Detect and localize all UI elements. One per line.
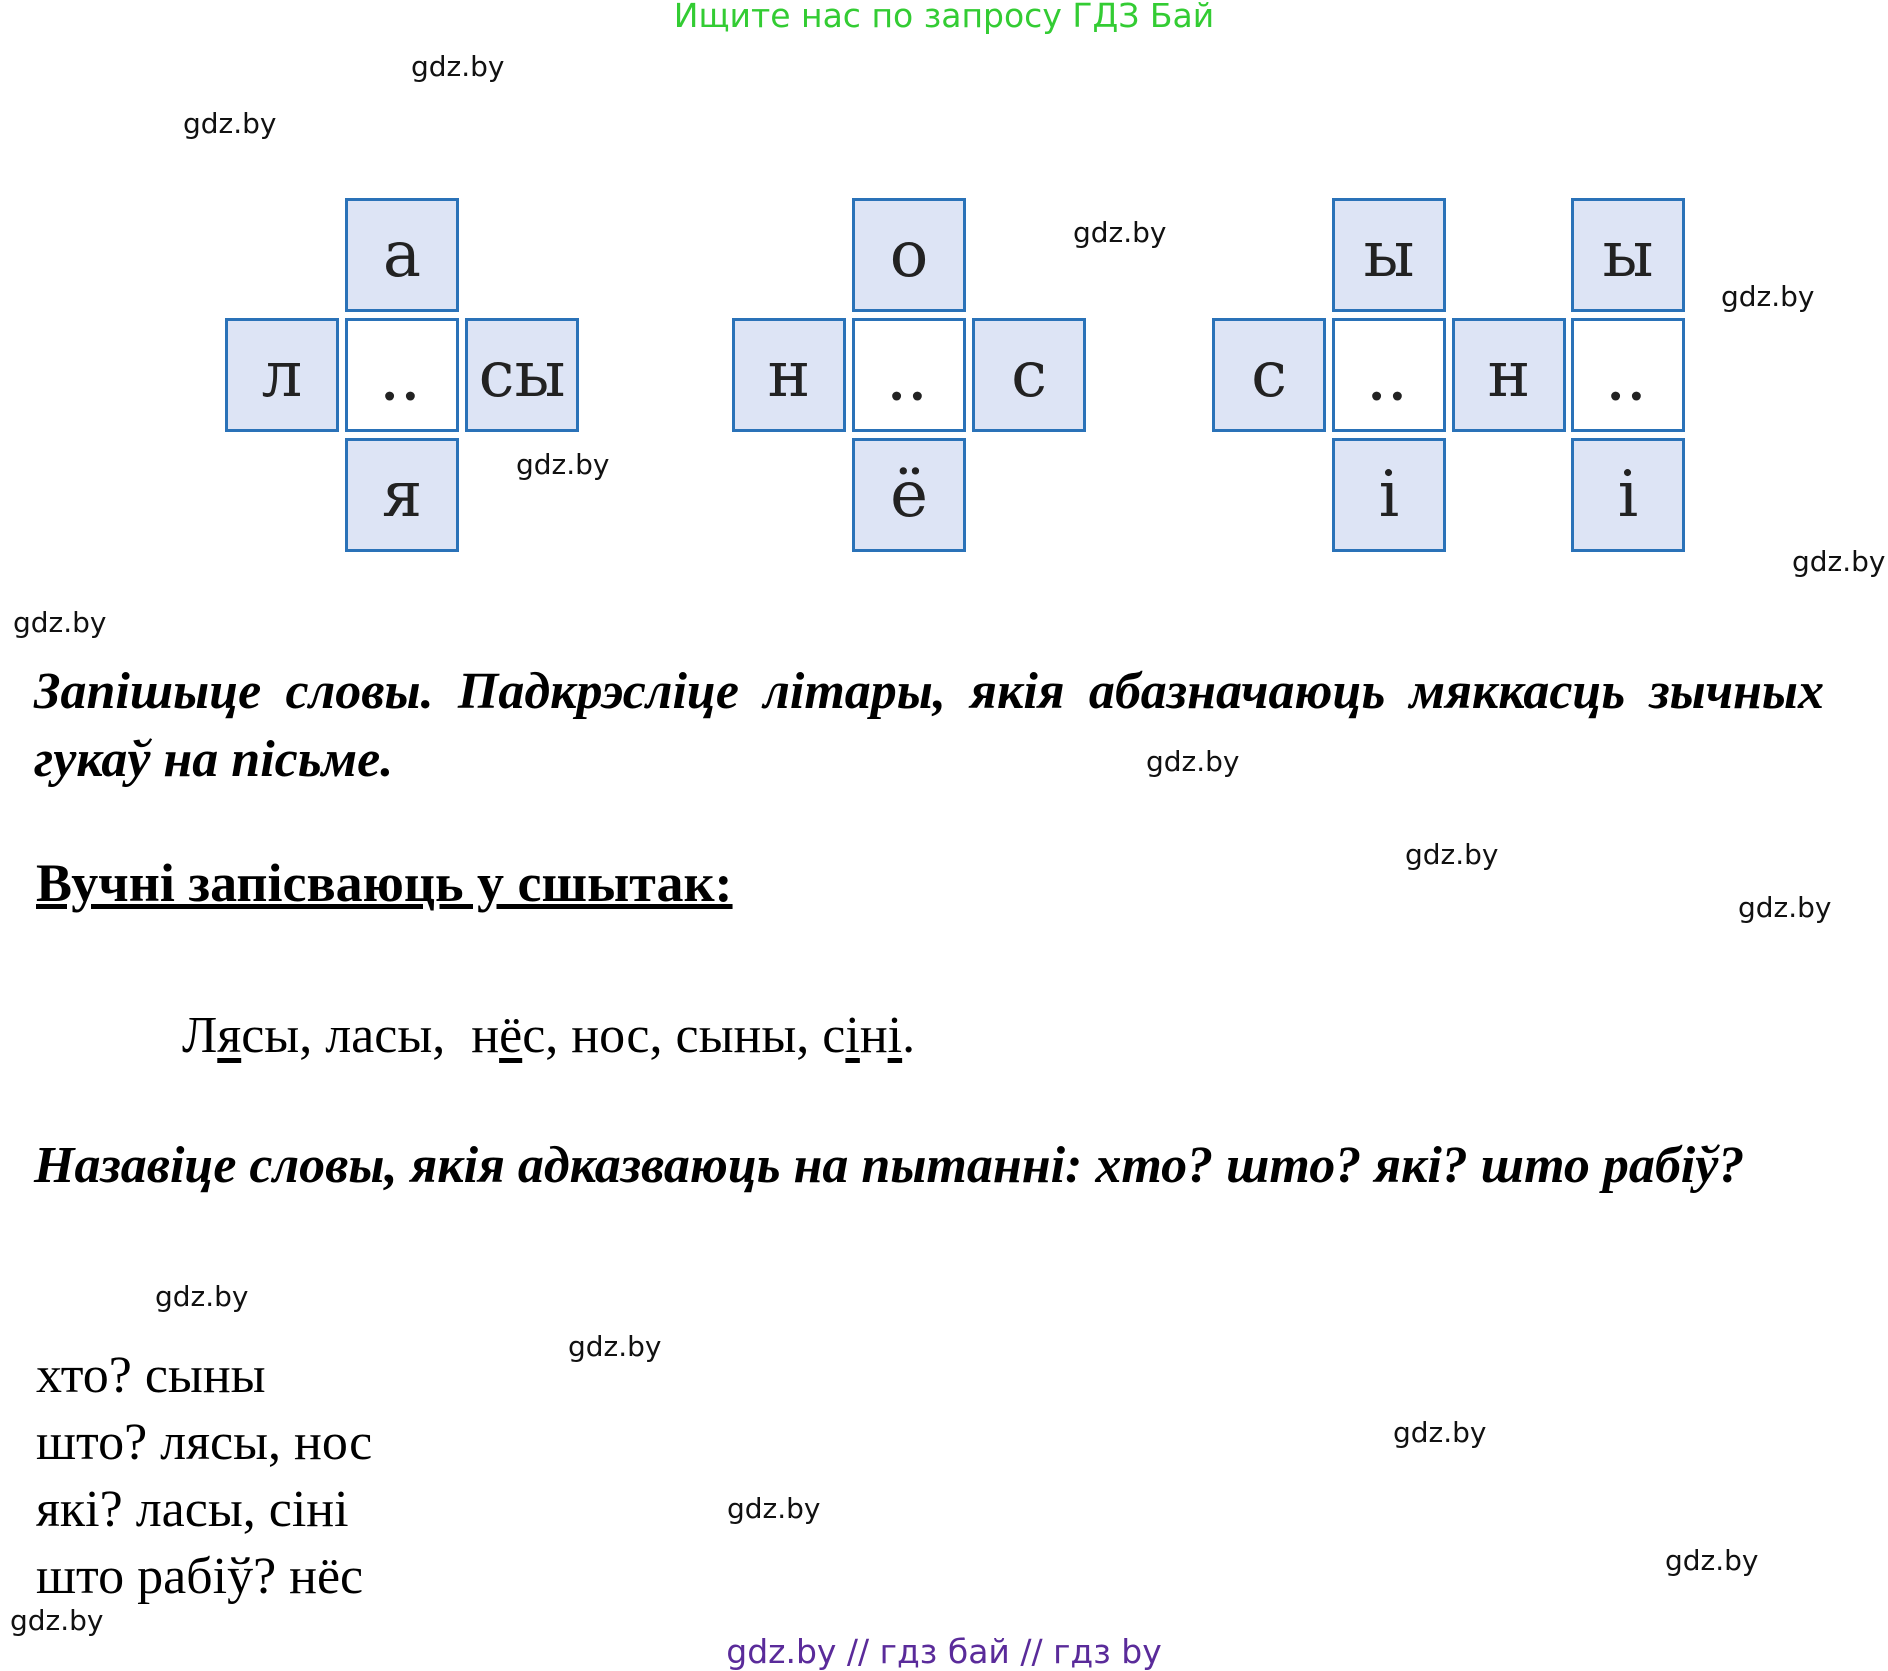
top-banner: Ищите нас по запросу ГДЗ Бай: [673, 0, 1215, 35]
cell-letter: і: [1617, 458, 1639, 532]
puzzle-cell: [225, 318, 339, 432]
answer-text: н: [859, 1007, 888, 1064]
puzzle-cell-blank: [1571, 318, 1685, 432]
watermark: gdz.by: [411, 50, 505, 83]
watermark: gdz.by: [13, 606, 107, 639]
cell-dots: ..: [1368, 356, 1410, 412]
puzzle-cell: [345, 438, 459, 552]
cell-letter: сы: [478, 338, 566, 412]
footer-links: gdz.by // гдз бай // гдз by: [726, 1632, 1162, 1671]
puzzle-cell: [1212, 318, 1326, 432]
answer-text: с,: [522, 1007, 559, 1064]
puzzle-cell: [852, 198, 966, 312]
underlined-letter: я: [217, 1007, 242, 1064]
watermark: gdz.by: [1792, 545, 1886, 578]
section-heading: Вучні запісваюць у сшытак:: [36, 853, 733, 913]
cell-letter: с: [1011, 338, 1047, 412]
cell-dots: ..: [888, 356, 930, 412]
puzzle-cell-blank: [345, 318, 459, 432]
cell-letter: ё: [890, 458, 928, 532]
watermark: gdz.by: [727, 1492, 821, 1525]
watermark: gdz.by: [183, 107, 277, 140]
cell-letter: н: [767, 338, 811, 412]
watermark: gdz.by: [568, 1330, 662, 1363]
puzzle-cell: [465, 318, 579, 432]
watermark: gdz.by: [1721, 280, 1815, 313]
task-instruction-2: Назавіце словы, якія адказваюць на пытанні: хто? што? які? што рабіў?: [34, 1137, 1745, 1194]
puzzle-cell-blank: [1332, 318, 1446, 432]
puzzle-cell: [732, 318, 846, 432]
answer-text: ласы,: [325, 1007, 446, 1064]
cell-letter: с: [1251, 338, 1287, 412]
answer-text: н: [471, 1007, 500, 1064]
cell-letter: л: [261, 338, 303, 412]
cell-letter: н: [1487, 338, 1531, 412]
watermark: gdz.by: [1393, 1416, 1487, 1449]
puzzle-cell: [1332, 198, 1446, 312]
qa-line: хто? сыны: [36, 1347, 266, 1404]
cell-letter: і: [1378, 458, 1400, 532]
watermark: gdz.by: [155, 1280, 249, 1313]
underlined-letter: і: [887, 1007, 903, 1064]
qa-line: што? лясы, нос: [36, 1414, 373, 1471]
watermark: gdz.by: [1146, 745, 1240, 778]
puzzle-cell: [1452, 318, 1566, 432]
puzzle-cell: [852, 438, 966, 552]
cell-letter: ы: [1602, 218, 1654, 292]
puzzle-cell: [1571, 198, 1685, 312]
cell-letter: я: [381, 458, 423, 532]
answer-text: с: [822, 1007, 846, 1064]
puzzle-cell: [1571, 438, 1685, 552]
answer-text: нос,: [571, 1007, 663, 1064]
puzzle-cell: [972, 318, 1086, 432]
answer-text: сыны,: [675, 1007, 810, 1064]
answer-text: сы,: [241, 1007, 313, 1064]
answer-line: [182, 1006, 915, 1065]
answer-text: Л: [182, 1007, 218, 1064]
cell-dots: ..: [381, 356, 423, 412]
watermark: gdz.by: [1073, 216, 1167, 249]
watermark: gdz.by: [1665, 1544, 1759, 1577]
puzzle-cell: [1332, 438, 1446, 552]
puzzle-cell: [345, 198, 459, 312]
qa-line: які? ласы, сіні: [36, 1481, 349, 1538]
cell-dots: ..: [1607, 356, 1649, 412]
cell-letter: о: [889, 218, 929, 292]
cell-letter: ы: [1363, 218, 1415, 292]
task-instruction-1: Запішыце словы. Падкрэсліце літары, якія абазначаюць мяккасць зычных гукаў на пісьме.: [34, 663, 1824, 788]
qa-line: што рабіў? нёс: [36, 1548, 364, 1605]
watermark: gdz.by: [516, 448, 610, 481]
answer-text: .: [902, 1007, 916, 1064]
puzzle-cell-blank: [852, 318, 966, 432]
underlined-letter: і: [845, 1007, 860, 1064]
underlined-letter: ё: [499, 1007, 523, 1064]
watermark: gdz.by: [1405, 838, 1499, 871]
cell-letter: а: [382, 218, 422, 292]
watermark: gdz.by: [1738, 891, 1832, 924]
watermark: gdz.by: [10, 1604, 104, 1637]
